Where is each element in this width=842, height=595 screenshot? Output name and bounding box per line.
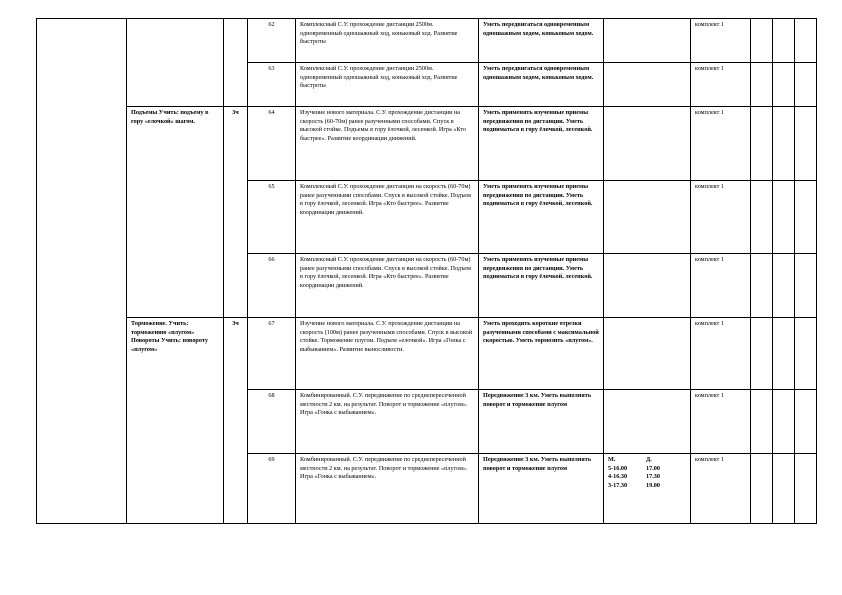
- blank-cell: [751, 63, 773, 107]
- section-title: Торможение. Учить: торможению «плугом» Повороты Учить: повороту «плугом»: [127, 318, 224, 524]
- lesson-skills: Уметь применять изученные приемы передвижения по дистанции. Уметь подниматься в гору ёлочкой, лесенкой.: [479, 181, 604, 254]
- schedule-line: [608, 482, 686, 491]
- blank-cell: [795, 254, 817, 318]
- schedule-time-girls: 17.00: [646, 464, 660, 472]
- blank-cell: [795, 19, 817, 63]
- section-hours: 3ч: [224, 107, 248, 318]
- lesson-number: 67: [248, 318, 296, 390]
- blank-cell: [751, 107, 773, 181]
- section-title: Подъемы Учить: подъему в гору «елочкой» шагом.: [127, 107, 224, 318]
- blank-cell: [795, 390, 817, 454]
- table-row: [37, 318, 817, 390]
- lesson-content: Комплексный С.У. прохождение дистанции 2500м. одновременный одношажный ход, коньковый ход. Развитие быстроты: [296, 63, 479, 107]
- equipment-cell: комплект 1: [691, 390, 751, 454]
- lesson-number: 65: [248, 181, 296, 254]
- schedule-header-m: М.: [608, 456, 616, 463]
- schedule-line: [608, 473, 686, 482]
- equipment-cell: комплект 1: [691, 318, 751, 390]
- schedule-cell: [604, 181, 691, 254]
- table-row: [37, 19, 817, 63]
- blank-cell: [795, 181, 817, 254]
- blank-cell: [773, 318, 795, 390]
- lesson-number: 68: [248, 390, 296, 454]
- schedule-time-boys: 5-16.00: [608, 464, 628, 472]
- lesson-skills: Уметь передвигаться одновременным одношажным ходом, коньковым ходом.: [479, 63, 604, 107]
- blank-cell: [751, 254, 773, 318]
- blank-cell: [751, 390, 773, 454]
- equipment-cell: комплект 1: [691, 107, 751, 181]
- lesson-skills: Уметь применять изученные приемы передвижения по дистанции. Уметь подниматься в гору ёлочкой, лесенкой.: [479, 107, 604, 181]
- hours-cell: [224, 19, 248, 107]
- lesson-skills: Уметь передвигаться одновременным одношажным ходом, коньковым ходом.: [479, 19, 604, 63]
- blank-cell: [773, 254, 795, 318]
- blank-cell: [795, 63, 817, 107]
- lesson-number: 63: [248, 63, 296, 107]
- blank-cell: [773, 63, 795, 107]
- lesson-content: Комплексный С.У. прохождение дистанции 2500м. одновременный одношажный ход, коньковый ход. Развитие быстроты: [296, 19, 479, 63]
- equipment-cell: комплект 1: [691, 19, 751, 63]
- section-cell: [127, 19, 224, 107]
- lesson-content: Изучение нового материала. С.У. прохождение дистанции на скорость (100м) ранее разученными способами. Спуск в высокой стойке. Торможение плугом. Подъем «елочкой». Игра «Гонка с выбыванием». Развитие выносливости.: [296, 318, 479, 390]
- lesson-skills: Уметь применять изученные приемы передвижения по дистанции. Уметь подниматься в гору ёлочкой, лесенкой.: [479, 254, 604, 318]
- lesson-number: 69: [248, 454, 296, 524]
- blank-cell: [773, 107, 795, 181]
- blank-cell: [773, 19, 795, 63]
- lesson-number: 64: [248, 107, 296, 181]
- lesson-skills: Уметь проходить короткие отрезки разученными способами с максимальной скоростью. Уметь тормозить «плугом».: [479, 318, 604, 390]
- lesson-content: Комплексный С.У. прохождение дистанции на скорость (60-70м) ранее разученными способами. Спуск в высокой стойке. Подъем в гору ёлочкой, лесенкой. Игра «Кто быстрее». Развитие координации движений.: [296, 181, 479, 254]
- lesson-skills: Передвижение 3 км. Уметь выполнять поворот и торможение плугом: [479, 390, 604, 454]
- schedule-time-boys: 4-16.30: [608, 473, 628, 481]
- lesson-plan-table: [36, 18, 817, 524]
- schedule-cell: [604, 254, 691, 318]
- blank-cell: [37, 19, 127, 524]
- schedule-cell: [604, 19, 691, 63]
- blank-cell: [773, 390, 795, 454]
- blank-cell: [751, 318, 773, 390]
- table-row: [37, 107, 817, 181]
- blank-cell: [751, 181, 773, 254]
- equipment-cell: комплект 1: [691, 254, 751, 318]
- schedule-header-d: Д.: [646, 456, 652, 463]
- schedule-cell: [604, 107, 691, 181]
- blank-cell: [795, 107, 817, 181]
- schedule-time-boys: 3-17.30: [608, 481, 628, 489]
- blank-cell: [773, 454, 795, 524]
- lesson-number: 62: [248, 19, 296, 63]
- blank-cell: [751, 454, 773, 524]
- equipment-cell: комплект 1: [691, 454, 751, 524]
- lesson-number: 66: [248, 254, 296, 318]
- lesson-content: Комплексный С.У. прохождение дистанции на скорость (60-70м) ранее разученными способами. Спуск в высокой стойке. Подъем в гору ёлочкой, лесенкой. Игра «Кто быстрее». Развитие координации движений.: [296, 254, 479, 318]
- section-hours: 3ч: [224, 318, 248, 524]
- equipment-cell: комплект 1: [691, 181, 751, 254]
- blank-cell: [773, 181, 795, 254]
- lesson-content: Изучение нового материала. С.У. прохождение дистанции на скорость (60-70м) ранее разученными способами. Спуск в высокой стойке. Подъемы в гору ёлочкой, лесенкой. Игра «Кто быстрее». Развитие координации движений.: [296, 107, 479, 181]
- schedule-cell: [604, 390, 691, 454]
- schedule-time-girls: 19.00: [646, 481, 660, 489]
- equipment-cell: комплект 1: [691, 63, 751, 107]
- schedule-time-girls: 17.30: [646, 473, 660, 481]
- lesson-content: Комбинированный. С.У. передвижение по среднепересеченной местности 2 км. на результат. Поворот и торможение «плугом». Игра «Гонка с выбыванием».: [296, 454, 479, 524]
- schedule-line: [608, 465, 686, 474]
- blank-cell: [795, 454, 817, 524]
- blank-cell: [795, 318, 817, 390]
- schedule-cell: [604, 454, 691, 524]
- schedule-cell: [604, 63, 691, 107]
- schedule-cell: [604, 318, 691, 390]
- lesson-skills: Передвижение 3 км. Уметь выполнять поворот и торможение плугом: [479, 454, 604, 524]
- blank-cell: [751, 19, 773, 63]
- lesson-content: Комбинированный. С.У. передвижение по среднепересеченной местности 2 км. на результат. Поворот и торможение «плугом». Игра «Гонка с выбыванием».: [296, 390, 479, 454]
- schedule-header: [608, 456, 686, 465]
